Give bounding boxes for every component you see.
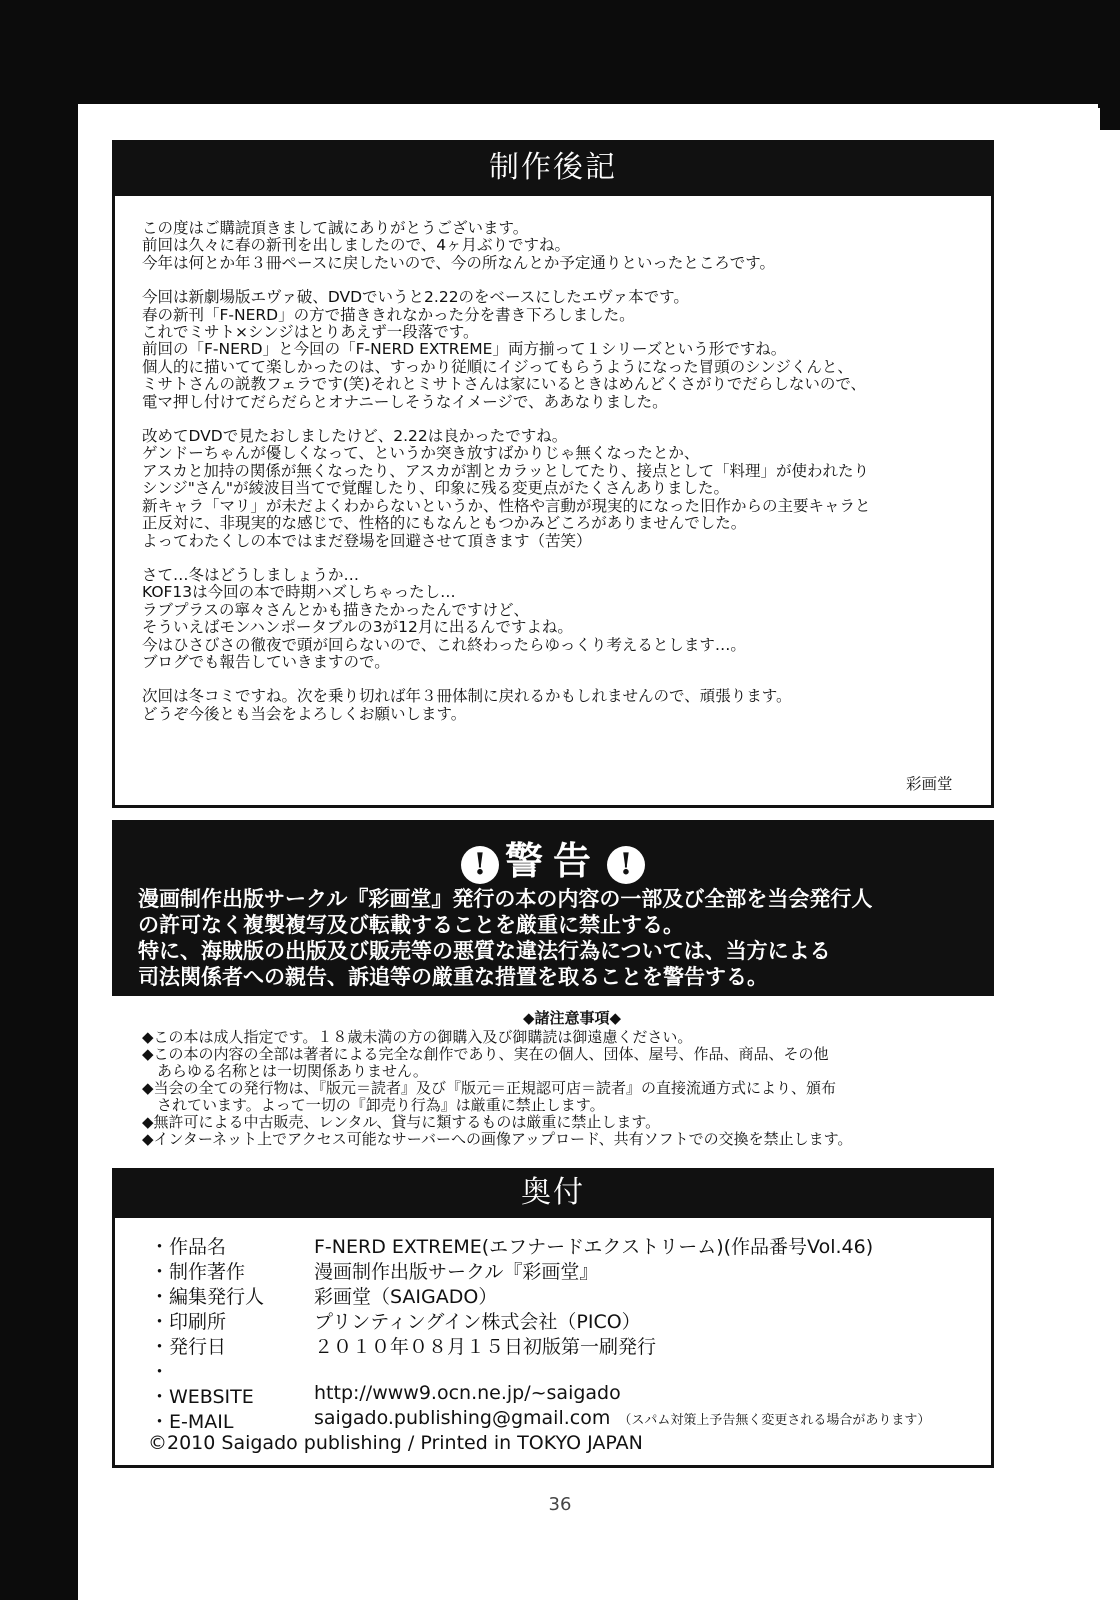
colophon-label: ・WEBSITE xyxy=(150,1386,254,1408)
notes-line: ◆この本の内容の全部は著者による完全な創作であり、実在の個人、団体、屋号、作品、商品、その他 xyxy=(142,1045,829,1063)
afterword-line: そういえばモンハンポータブルの3が12月に出るんですよね。 xyxy=(142,618,573,637)
warning-line: 漫画制作出版サークル『彩画堂』発行の本の内容の一部及び全部を当会発行人 xyxy=(138,886,873,911)
afterword-line: シンジ"さん"が綾波目当てで覚醒したり、印象に残る変更点がたくさんありました。 xyxy=(142,479,729,498)
afterword-line: ミサトさんの説教フェラです(笑)それとミサトさんは家にいるときはめんどくさがりでだらしないので、 xyxy=(142,375,867,394)
afterword-paragraph xyxy=(142,289,972,411)
colophon-row xyxy=(150,1307,980,1332)
colophon-value xyxy=(314,1307,641,1334)
notes-section xyxy=(142,1010,1002,1148)
afterword-paragraph xyxy=(142,567,972,671)
afterword-line: 今年は何とか年３冊ペースに戻したいので、今の所なんとか予定通りといったところです。 xyxy=(142,253,776,272)
afterword-line: どうぞ今後とも当会をよろしくお願いします。 xyxy=(142,704,467,723)
scan-border-right xyxy=(1098,0,1120,130)
afterword-line: ゲンドーちゃんが優しくなって、というか突き放すばかりじゃ無くなったとか、 xyxy=(142,444,700,463)
afterword-line: これでミサト×シンジはとりあえず一段落です。 xyxy=(142,323,479,342)
notes-list xyxy=(142,1029,1002,1148)
afterword-paragraph xyxy=(142,688,972,723)
colophon-row xyxy=(150,1382,980,1407)
colophon-value-text: saigado.publishing@gmail.com xyxy=(314,1407,611,1429)
warning-body xyxy=(138,886,984,990)
afterword-line: 正反対に、非現実的な感じで、性格的にもなんともつかみどころがありませんでした。 xyxy=(142,514,747,533)
colophon-value xyxy=(314,1232,873,1259)
notes-line: されています。よって一切の『卸売り行為』は厳重に禁止します。 xyxy=(142,1096,605,1114)
colophon-value-text: 彩画堂（SAIGADO） xyxy=(314,1286,498,1308)
colophon-label: ・作品名 xyxy=(150,1236,227,1258)
warning-title: 警告 xyxy=(504,838,601,883)
afterword-body xyxy=(142,220,972,740)
colophon-label: ・印刷所 xyxy=(150,1311,227,1333)
colophon-row xyxy=(150,1357,980,1382)
afterword-line: ブログでも報告していきますので。 xyxy=(142,652,390,671)
colophon-label: ・制作著作 xyxy=(150,1261,246,1283)
afterword-line: 個人的に描いてて楽しかったのは、すっかり従順にイジってもらうようになった冒頭のシンジくんと、 xyxy=(142,357,853,376)
warning-line: 司法関係者への親告、訴追等の厳重な措置を取ることを警告する。 xyxy=(138,964,768,989)
colophon-row xyxy=(150,1332,980,1357)
warning-panel xyxy=(112,820,994,996)
colophon-value xyxy=(314,1407,930,1429)
afterword-line: 春の新刊「F-NERD」の方で描ききれなかった分を書き下ろしました。 xyxy=(142,305,635,324)
notes-title: ◆諸注意事項◆ xyxy=(522,1009,622,1027)
notes-line: ◆インターネット上でアクセス可能なサーバーへの画像アップロード、共有ソフトでの交換を禁止します。 xyxy=(142,1130,853,1148)
notes-line: ◆無許可による中古販売、レンタル、貸与に類するものは厳重に禁止します。 xyxy=(142,1113,661,1131)
colophon-value-text: プリンティングイン株式会社（PICO） xyxy=(314,1311,641,1333)
page-number: 36 xyxy=(548,1494,572,1515)
colophon-value-text: ２０１０年０８月１５日初版第一刷発行 xyxy=(314,1336,657,1358)
afterword-line: この度はご購読頂きまして誠にありがとうございます。 xyxy=(142,219,529,237)
colophon-value xyxy=(314,1282,497,1309)
colophon-note: （スパム対策上予告無く変更される場合があります） xyxy=(618,1413,931,1428)
colophon-value-text: 漫画制作出版サークル『彩画堂』 xyxy=(314,1261,599,1283)
afterword-line: 前回は久々に春の新刊を出しましたので、4ヶ月ぶりですね。 xyxy=(142,236,571,255)
afterword-line: 前回の「F-NERD」と今回の「F-NERD EXTREME」両方揃って１シリーズという形ですね。 xyxy=(142,340,787,359)
exclamation-icon: ! xyxy=(461,846,499,884)
notes-line: あらゆる名称とは一切関係ありません。 xyxy=(142,1062,428,1080)
afterword-line: さて…冬はどうしましょうか… xyxy=(142,565,360,584)
afterword-paragraph xyxy=(142,428,972,550)
copyright-line: ©2010 Saigado publishing / Printed in TOKYO JAPAN xyxy=(148,1432,643,1454)
colophon-label: ・ xyxy=(150,1361,170,1383)
colophon-value xyxy=(314,1382,621,1404)
afterword-line: 新キャラ「マリ」が未だよくわからないというか、性格や言動が現実的になった旧作からの主要キャラと xyxy=(142,496,871,515)
scan-border-top xyxy=(0,0,1120,104)
warning-line: の許可なく複製複写及び転載することを厳重に禁止する。 xyxy=(138,912,684,937)
afterword-signature: 彩画堂 xyxy=(906,775,953,793)
afterword-line: ラブプラスの寧々さんとかも描きたかったんですけど、 xyxy=(142,600,530,619)
afterword-line: 電マ押し付けてだらだらとオナニーしそうなイメージで、ああなりました。 xyxy=(142,392,668,411)
afterword-line: よってわたくしの本ではまだ登場を回避させて頂きます（苦笑） xyxy=(142,531,592,550)
notes-line: ◆当会の全ての発行物は、『版元＝読者』及び『版元＝正規認可店＝読者』の直接流通方式により、頒布 xyxy=(142,1079,837,1097)
notes-line: ◆この本は成人指定です。１８歳未満の方の御購入及び御購読は御遠慮ください。 xyxy=(142,1028,693,1046)
afterword-line: 次回は冬コミですね。次を乗り切れば年３冊体制に戻れるかもしれませんので、頑張ります。 xyxy=(142,687,792,706)
colophon-label: ・E-MAIL xyxy=(150,1411,234,1433)
afterword-title: 制作後記 xyxy=(112,140,994,196)
scan-border-left xyxy=(0,0,78,1600)
colophon-row xyxy=(150,1407,980,1432)
colophon-value-text: http://www9.ocn.ne.jp/~saigado xyxy=(314,1382,621,1404)
afterword-line: 今回は新劇場版エヴァ破、DVDでいうと2.22のをベースにしたエヴァ本です。 xyxy=(142,288,689,307)
afterword-line: KOF13は今回の本で時期ハズしちゃったし… xyxy=(142,583,456,602)
warning-line: 特に、海賊版の出版及び販売等の悪質な違法行為については、当方による xyxy=(138,938,831,963)
colophon-title: 奥付 xyxy=(112,1168,994,1218)
colophon-value-text: F-NERD EXTREME(エフナードエクストリーム)(作品番号Vol.46) xyxy=(314,1236,874,1258)
afterword-line: 改めてDVDで見たおしましたけど、2.22は良かったですね。 xyxy=(142,427,568,446)
colophon-rows xyxy=(150,1232,980,1432)
afterword-paragraph xyxy=(142,220,972,272)
colophon-row xyxy=(150,1257,980,1282)
colophon-row xyxy=(150,1232,980,1257)
afterword-line: アスカと加持の関係が無くなったり、アスカが割とカラッとしてたり、接点として「料理」が使われたり xyxy=(142,461,869,480)
colophon-label: ・編集発行人 xyxy=(150,1286,265,1308)
afterword-line: 今はひさびさの徹夜で頭が回らないので、これ終わったらゆっくり考えるとします…。 xyxy=(142,635,746,654)
exclamation-icon: ! xyxy=(607,846,645,884)
colophon-value xyxy=(314,1332,656,1359)
colophon-value xyxy=(314,1257,598,1284)
warning-heading xyxy=(112,830,994,885)
colophon-row xyxy=(150,1282,980,1307)
colophon-label: ・発行日 xyxy=(150,1336,227,1358)
